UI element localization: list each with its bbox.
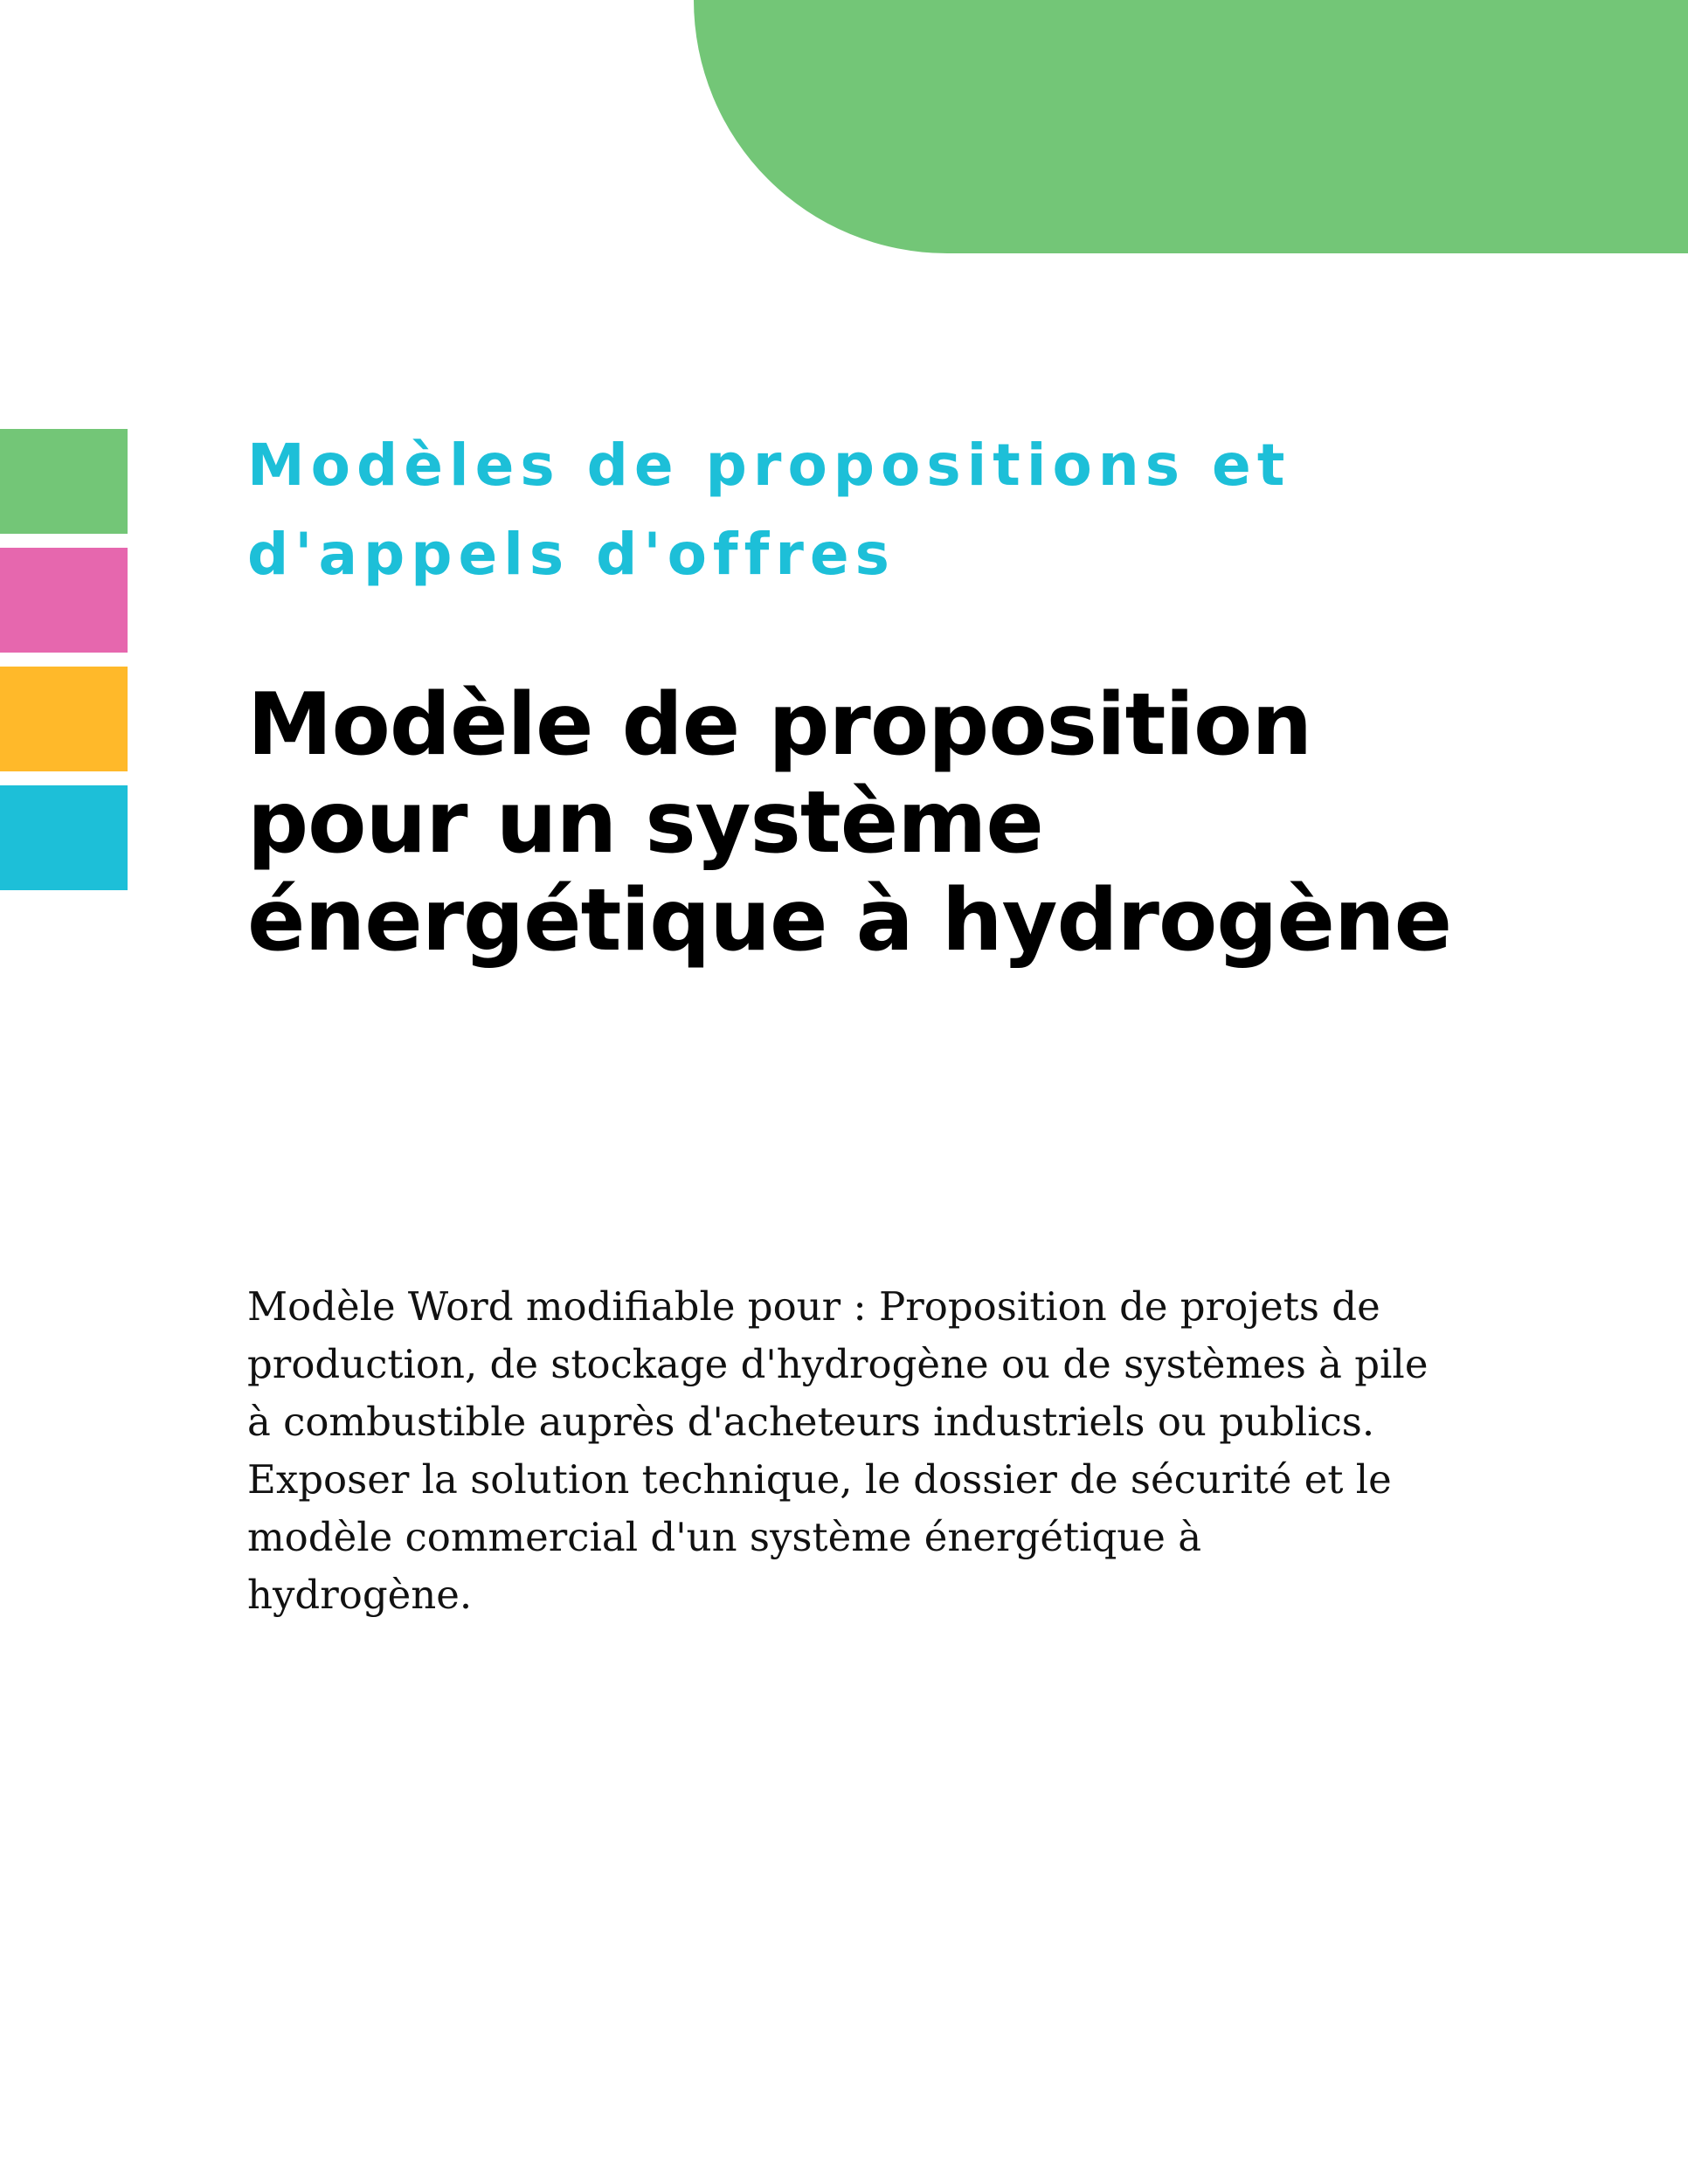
color-bar-yellow <box>0 667 128 771</box>
title-line: Modèle de proposition <box>247 675 1312 775</box>
subtitle-line: Modèles de propositions et <box>247 432 1291 499</box>
color-bar-green <box>0 429 128 534</box>
description-line: production, de stockage d'hydrogène ou de systèmes à pile <box>247 1341 1429 1387</box>
category-subtitle <box>247 421 1470 599</box>
description-line: à combustible auprès d'acheteurs industriels ou publics. <box>247 1399 1375 1445</box>
subtitle-line: d'appels d'offres <box>247 521 896 588</box>
decorative-green-shape <box>694 0 1688 253</box>
description-line: modèle commercial d'un système énergétique à <box>247 1514 1202 1560</box>
color-bar-pink <box>0 548 128 653</box>
description-line: hydrogène. <box>247 1572 473 1618</box>
color-bar-blue <box>0 785 128 890</box>
description-line: Exposer la solution technique, le dossier de sécurité et le <box>247 1456 1392 1503</box>
document-title <box>247 676 1610 970</box>
description-line: Modèle Word modifiable pour : Proposition de projets de <box>247 1283 1380 1330</box>
document-description <box>247 1278 1558 1624</box>
title-line: pour un système <box>247 773 1043 873</box>
title-line: énergétique à hydrogène <box>247 871 1452 971</box>
